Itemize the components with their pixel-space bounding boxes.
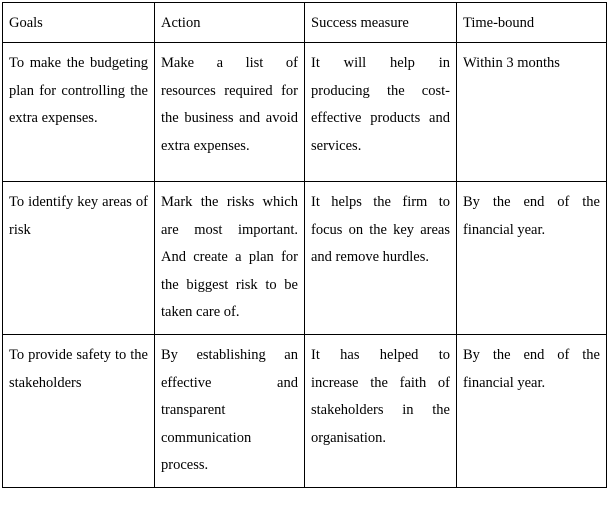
time-bound-cell: By the end of the financial year.	[457, 182, 607, 335]
header-goals: Goals	[3, 3, 155, 43]
smart-goals-table	[2, 2, 607, 488]
goal-cell: To make the budgeting plan for controlling the extra expenses.	[3, 43, 155, 182]
header-success-measure: Success measure	[305, 3, 457, 43]
action-cell: Mark the risks which are most important. And create a plan for the biggest risk to be taken care of.	[155, 182, 305, 335]
success-measure-cell: It helps the firm to focus on the key areas and remove hurdles.	[305, 182, 457, 335]
goal-cell: To provide safety to the stakeholders	[3, 335, 155, 488]
table-body	[3, 43, 607, 488]
table-row	[3, 182, 607, 335]
time-bound-cell: Within 3 months	[457, 43, 607, 182]
header-time-bound: Time-bound	[457, 3, 607, 43]
table-header	[3, 3, 607, 43]
header-action: Action	[155, 3, 305, 43]
success-measure-cell: It has helped to increase the faith of stakeholders in the organisation.	[305, 335, 457, 488]
goal-cell: To identify key areas of risk	[3, 182, 155, 335]
table-row	[3, 43, 607, 182]
success-measure-cell: It will help in producing the cost-effective products and services.	[305, 43, 457, 182]
time-bound-cell: By the end of the financial year.	[457, 335, 607, 488]
action-cell: By establishing an effective and transparent communication process.	[155, 335, 305, 488]
header-row	[3, 3, 607, 43]
action-cell: Make a list of resources required for the business and avoid extra expenses.	[155, 43, 305, 182]
table-row	[3, 335, 607, 488]
